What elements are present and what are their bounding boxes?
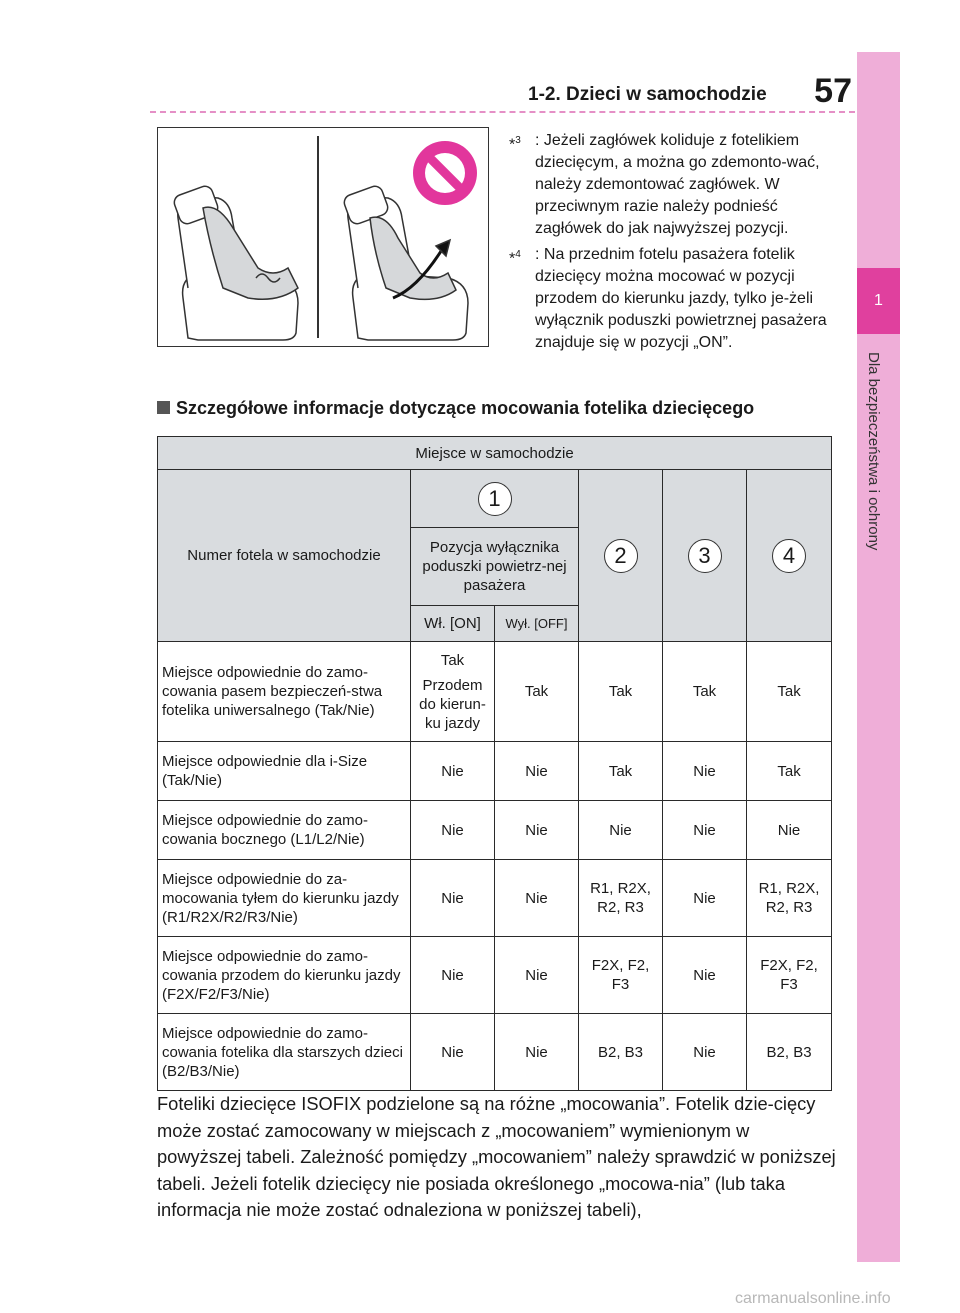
cell-seat-4: Nie (747, 801, 832, 860)
seat-wrong-icon (342, 184, 468, 340)
cell-seat-3: Nie (663, 1014, 747, 1091)
chapter-side-tab (857, 52, 900, 1262)
switch-off-label: Wył. [OFF] (495, 606, 579, 642)
page-number: 57 (814, 72, 852, 110)
switch-on-label: Wł. [ON] (411, 606, 495, 642)
cell-seat-3: Nie (663, 742, 747, 801)
table-row (158, 642, 832, 742)
table-row (158, 860, 832, 937)
cell-seat-2: R1, R2X, R2, R3 (579, 860, 663, 937)
cell-seat-3: Tak (663, 642, 747, 742)
cell-on: Tak Przodem do kierun-ku jazdy (411, 642, 495, 742)
cell-on: Nie (411, 801, 495, 860)
footnote-4-text: : Na przednim fotelu pasażera fotelik dziecięcy można mocować w pozycji przodem do kierunku jazdy, tylko je-żeli wyłącznik poduszki powietrznej pasażera znajduje się w pozycji „ON”. (535, 246, 827, 351)
row-label: Miejsce odpowiednie do zamo-cowania przodem do kierunku jazdy (F2X/F2/F3/Nie) (158, 937, 411, 1014)
seat-3-number: 3 (688, 539, 722, 573)
cell-seat-4: Tak (747, 642, 832, 742)
row-label: Miejsce odpowiednie do za-mocowania tyłem do kierunku jazdy (R1/R2X/R2/R3/Nie) (158, 860, 411, 937)
cell-seat-2: F2X, F2, F3 (579, 937, 663, 1014)
seat-4-number: 4 (772, 539, 806, 573)
cell-on: Nie (411, 1014, 495, 1091)
seat-drawing (158, 128, 488, 346)
row-label: Miejsce odpowiednie dla i-Size (Tak/Nie) (158, 742, 411, 801)
cell-seat-2: Tak (579, 742, 663, 801)
isofix-table (157, 436, 832, 1091)
footnote-3-text: : Jeżeli zagłówek koliduje z fotelikiem dziecięcym, a można go zdemonto-wać, należy zdemontować zagłówek. W przeciwnym razie należy podnieść zagłówek do jak najwyższej pozycji. (535, 132, 820, 237)
cell-off: Nie (495, 937, 579, 1014)
table-row (158, 801, 832, 860)
section-title: 1-2. Dzieci w samochodzie (528, 84, 767, 105)
cell-on: Nie (411, 860, 495, 937)
header-divider (150, 111, 855, 113)
body-paragraph: Foteliki dziecięce ISOFIX podzielone są na różne „mocowania”. Fotelik dzie-cięcy może zostać zamocowany w miejscach z „mocowaniem” wymienionym w powyższej tabeli. Zależność pomiędzy „mocowaniem” należy sprawdzić w poniższej tabeli. Jeżeli fotelik dziecięcy nie posiada określonego „mocowa-nia” (lub taka informacja nie może zostać odnaleziona w poniższej tabeli), (157, 1093, 836, 1220)
section-heading: Szczegółowe informacje dotyczące mocowania fotelika dziecięcego (157, 398, 837, 419)
seat-2-header (579, 470, 663, 642)
cell-off: Nie (495, 1014, 579, 1091)
cell-seat-4: F2X, F2, F3 (747, 937, 832, 1014)
cell-seat-4: B2, B3 (747, 1014, 832, 1091)
table-header-row (158, 437, 832, 470)
cell-seat-3: Nie (663, 801, 747, 860)
table-row (158, 937, 832, 1014)
chapter-number: 1 (857, 268, 900, 334)
seat-1-header (411, 470, 579, 528)
footnote-3: *$^3$ : Jeżeli zagłówek koliduje z fotelikiem dziecięcym, a można go zdemonto-wać, należy zdemontować zagłówek. W przeciwnym razie należy podnieść zagłówek do jak najwyższej pozycji. (509, 130, 839, 240)
no-entry-icon (413, 141, 477, 205)
row-label: Miejsce odpowiednie do zamo-cowania pasem bezpieczeń-stwa fotelika uniwersalnego (Tak/Nie) (158, 642, 411, 742)
table-row (158, 1014, 832, 1091)
square-bullet-icon (157, 401, 170, 414)
child-seat-illustration (157, 127, 489, 347)
table-row (158, 742, 832, 801)
seat-correct-icon (172, 184, 298, 340)
cell-off: Nie (495, 801, 579, 860)
location-header: Miejsce w samochodzie (158, 437, 832, 470)
seat-4-header (747, 470, 832, 642)
footnote-4: *$^4$ : Na przednim fotelu pasażera fotelik dziecięcy można mocować w pozycji przodem do kierunku jazdy, tylko je-żeli wyłącznik poduszki powietrznej pasażera znajduje się w pozycji „ON”. (509, 244, 839, 354)
cell-off: Nie (495, 742, 579, 801)
cell-seat-2: Nie (579, 801, 663, 860)
cell-seat-4: Tak (747, 742, 832, 801)
cell-seat-3: Nie (663, 860, 747, 937)
cell-on: Nie (411, 742, 495, 801)
cell-seat-4: R1, R2X, R2, R3 (747, 860, 832, 937)
airbag-switch-label: Pozycja wyłącznika poduszki powietrz-nej pasażera (411, 528, 579, 606)
cell-seat-2: Tak (579, 642, 663, 742)
cell-on: Nie (411, 937, 495, 1014)
seat-3-header (663, 470, 747, 642)
seat-1-number: 1 (478, 482, 512, 516)
row-label: Miejsce odpowiednie do zamo-cowania fotelika dla starszych dzieci (B2/B3/Nie) (158, 1014, 411, 1091)
seat-number-label: Numer fotela w samochodzie (158, 470, 411, 642)
cell-off: Tak (495, 642, 579, 742)
cell-seat-2: B2, B3 (579, 1014, 663, 1091)
chapter-title: Dla bezpieczeństwa i ochrony (865, 352, 882, 551)
cell-seat-3: Nie (663, 937, 747, 1014)
watermark: carmanualsonline.info (735, 1290, 891, 1307)
cell-off: Nie (495, 860, 579, 937)
seat-2-number: 2 (604, 539, 638, 573)
row-label: Miejsce odpowiednie do zamo-cowania bocznego (L1/L2/Nie) (158, 801, 411, 860)
